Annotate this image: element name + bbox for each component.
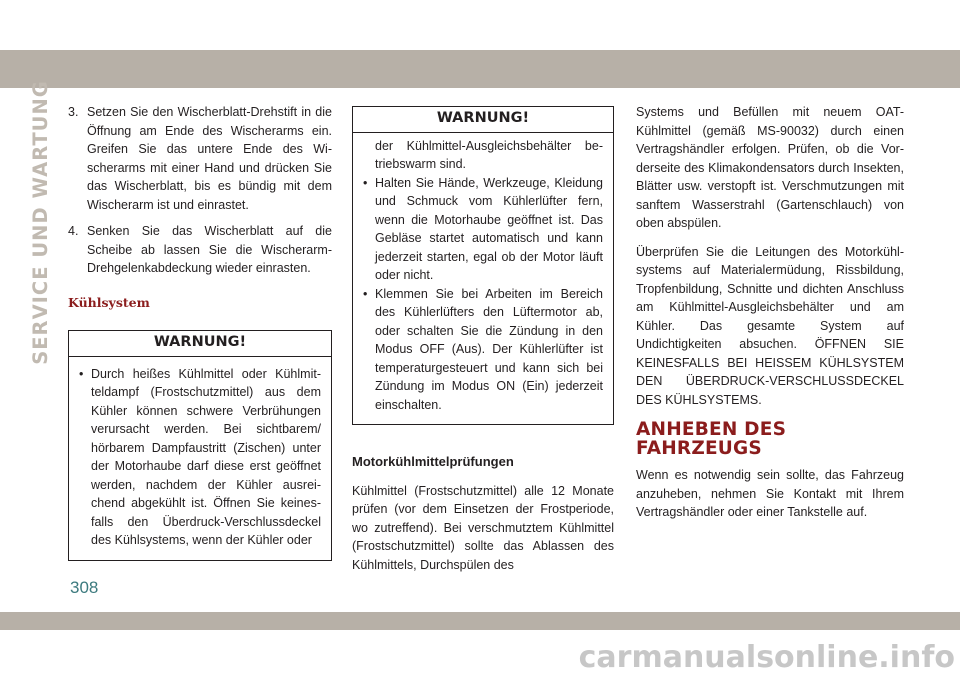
section-heading-cooling: Kühlsystem: [68, 294, 150, 310]
paragraph: Wenn es notwendig sein sollte, das Fahrzeug anzuheben, nehmen Sie Kontakt mit Ihrem Vertragshändler oder einer Tankstelle auf.: [636, 468, 904, 519]
side-tab-label: SERVICE UND WARTUNG: [28, 79, 52, 365]
warning-item: [363, 174, 603, 285]
warning-text: Klemmen Sie bei Arbeiten im Bereich des Kühlerlüfters den Lüftermotor ab, oder schalten Sie die Zündung in den Modus OFF (Aus). Der Kühlerlüfter ist temperaturgesteuert und kann sich bei Zündung im Modus ON (Ein) jederzeit einschalten.: [375, 286, 603, 412]
step-item: [68, 222, 332, 278]
heading-coolant-checks: Motorkühlmittelprüfungen: [352, 454, 514, 469]
step-number: 4.: [68, 224, 79, 238]
warning-item: [363, 285, 603, 415]
paragraph: Kühlmittel (Frostschutzmittel) alle 12 Monate prüfen (vor dem Einsetzen der Frostperiode, wo zutreffend). Bei verschmutztem Kühlmittel (Frostschutzmittel) sollte das Ablassen des Kühlmittels, Durchspülen des: [352, 483, 614, 572]
bullet: •: [363, 286, 368, 301]
column-3: [636, 103, 904, 532]
bullet: •: [79, 366, 84, 381]
warning-title: WARNUNG!: [353, 107, 613, 133]
warning-continued-text: der Kühlmittel-Ausgleichsbehälter betriebswarm sind.: [375, 138, 603, 171]
top-band: [0, 50, 960, 88]
warning-list: [363, 174, 603, 415]
warning-body: [353, 133, 613, 425]
page-number: 308: [70, 578, 99, 597]
watermark: carmanualsonline.info: [578, 640, 955, 675]
wiper-steps: [68, 103, 332, 278]
warning-list: [79, 365, 321, 550]
step-text: Senken Sie das Wischerblatt auf die Scheibe ab lassen Sie die Wischerarm-Drehgelenkabdeckung wieder einrasten.: [87, 224, 332, 275]
warning-title: WARNUNG!: [69, 331, 331, 357]
step-item: [68, 103, 332, 214]
warning-box-2: [352, 106, 614, 425]
warning-item: [79, 365, 321, 550]
section-side-tab: [27, 79, 53, 365]
paragraph: Systems und Befüllen mit neuem OAT-Kühlmittel (gemäß MS-90032) durch einen Vertragshändler erfolgen. Prüfen, ob die Vorderseite des Klimakondensators durch Insekten, Blätter usw. verstopft ist. Verschmutzungen mit sanftem Wasserstrahl (Gartenschlauch) von oben abspülen.: [636, 105, 904, 230]
bottom-band: [0, 612, 960, 630]
warning-text: Halten Sie Hände, Werkzeuge, Kleidung und Schmuck vom Kühlerlüfter fern, wenn die Motorhaube geöffnet ist. Das Gebläse startet automatisch und kann jederzeit starten, egal ob der Motor läuft oder nicht.: [375, 175, 603, 282]
step-number: 3.: [68, 105, 79, 119]
bullet: •: [363, 175, 368, 190]
step-text: Setzen Sie den Wischerblatt-Drehstift in die Öffnung am Ende des Wischerarms ein. Greifen Sie das untere Ende des Wischerarms mit einer Hand und drücken Sie das Wischerblatt, bis es bündig mit dem Wischerarm ist und einrastet.: [87, 105, 332, 212]
column-1: [68, 103, 332, 561]
warning-text: Durch heißes Kühlmittel oder Kühlmitteldampf (Frostschutzmittel) aus dem Kühler können schwere Verbrühungen verursacht werden. Bei sichtbarem/ hörbarem Dampfaustritt (Zischen) unter der Motorhaube darf diese erst geöffnet werden, nachdem der Kühler ausreichend abgekühlt ist. Öffnen Sie keinesfalls den Überdruck-Verschlussdeckel des Kühlsystems, wenn der Kühler oder: [91, 366, 321, 547]
heading-lifting-vehicle: ANHEBEN DES FAHRZEUGS: [636, 419, 787, 459]
warning-body: [69, 357, 331, 560]
warning-box-1: [68, 330, 332, 561]
column-2: [352, 106, 614, 584]
paragraph: Überprüfen Sie die Leitungen des Motorkühlsystems auf Materialermüdung, Rissbildung, Tropfenbildung, Schnitte und dichten Anschluss am Kühlmittel-Ausgleichsbehälter und am Kühler. Das gesamte System auf Undichtigkeiten absuchen. ÖFFNEN SIE KEINESFALLS BEI HEISSEM KÜHLSYSTEM DEN ÜBERDRUCK-VERSCHLUSSDECKEL DES KÜHLSYSTEMS.: [636, 244, 904, 407]
